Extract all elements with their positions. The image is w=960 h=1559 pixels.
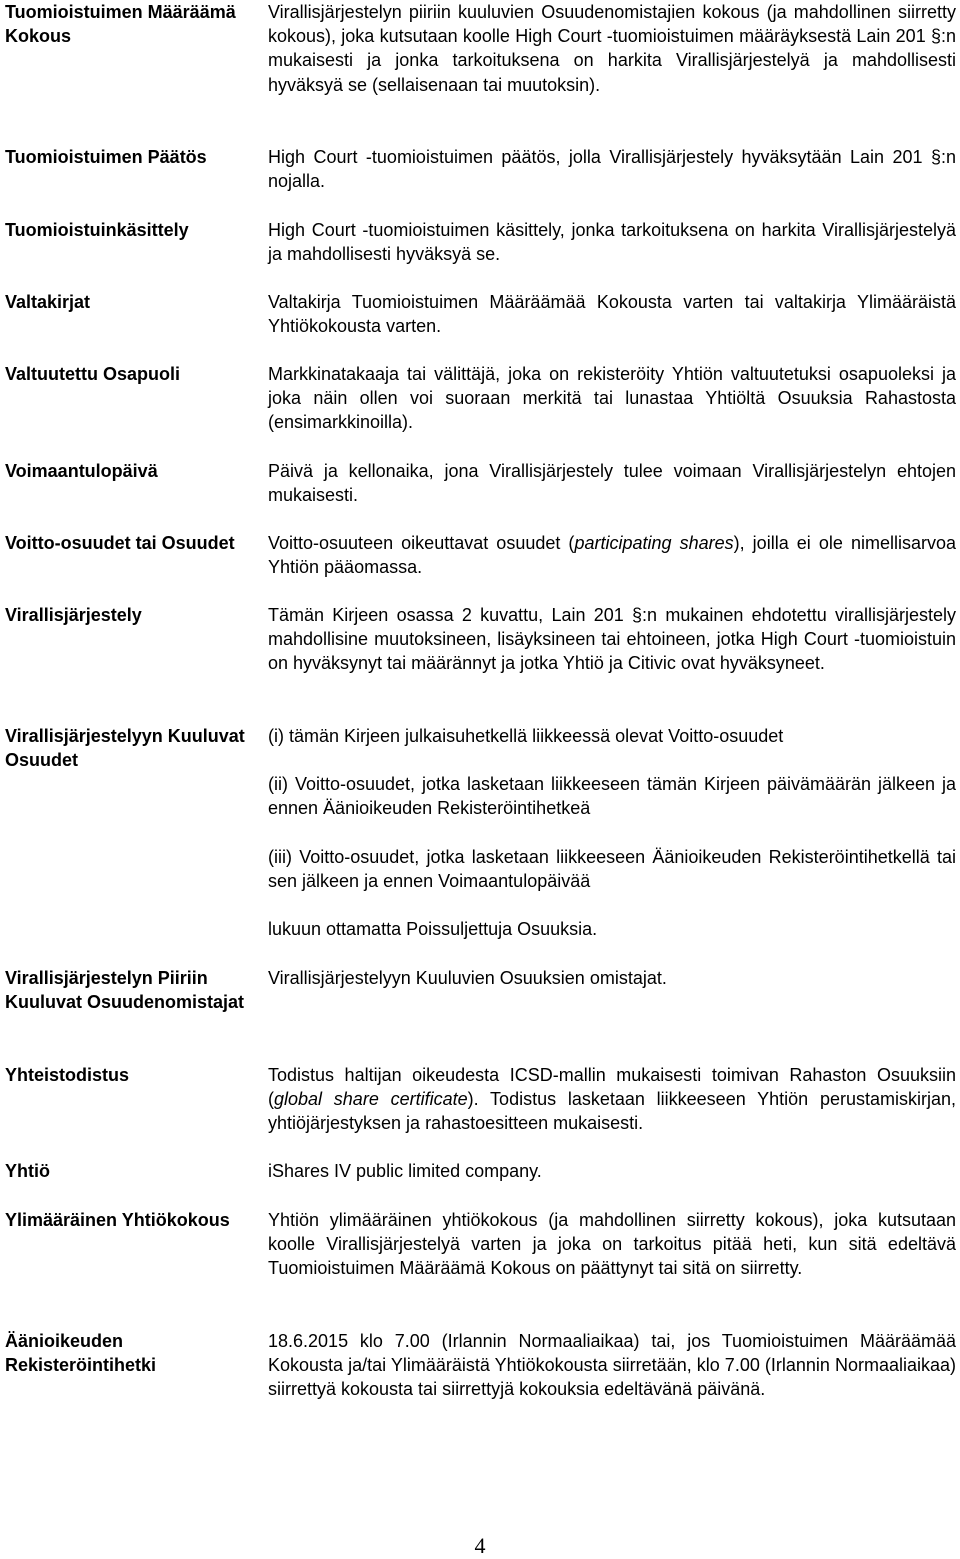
- term-label: Tuomioistuimen Määräämä Kokous: [5, 2, 236, 47]
- term-definition: Päivä ja kellonaika, jona Virallisjärjestely tulee voimaan Virallisjärjestelyn ehtojen mukaisesti.: [268, 461, 956, 506]
- term-definition: Todistus haltijan oikeudesta ICSD-mallin mukaisesti toimivan Rahaston Osuuksiin (global share certificate). Todistus lasketaan liikkeeseen Yhtiön perustamiskirjan, yhtiöjärjestyksen ja rahastoesitteen mukaisesti.: [268, 1065, 956, 1134]
- term-label: Yhteistodistus: [5, 1065, 130, 1085]
- term-definition: High Court -tuomioistuimen käsittely, jonka tarkoituksena on harkita Virallisjärjestelyä ja mahdollisesti hyväksyä se.: [268, 220, 956, 265]
- term-definition: Virallisjärjestelyyn Kuuluvien Osuuksien omistajat.: [268, 968, 667, 988]
- term-definition: [268, 724, 956, 941]
- term-definition: Markkinatakaaja tai välittäjä, joka on rekisteröity Yhtiön valtuutetuksi osapuoleksi ja joka näin ollen voi suoraan merkitä tai lunastaa Yhtiöltä Osuuksia Rahastosta (ensimarkkinoilla).: [268, 364, 956, 433]
- term-label: Virallisjärjestelyyn Kuuluvat Osuudet: [5, 726, 245, 771]
- page-number: 4: [474, 1533, 486, 1558]
- term-label: Valtakirjat: [5, 292, 91, 312]
- term-definition: High Court -tuomioistuimen päätös, jolla Virallisjärjestely hyväksytään Lain 201 §:n nojalla.: [268, 147, 956, 192]
- definition-list-item: (iii) Voitto-osuudet, jotka lasketaan liikkeeseen Äänioikeuden Rekisteröintihetkellä tai sen jälkeen ja ennen Voimaantulopäivää: [268, 846, 956, 891]
- term-label: Ylimääräinen Yhtiökokous: [5, 1210, 230, 1230]
- term-label: Tuomioistuimen Päätös: [5, 147, 207, 167]
- term-label: Virallisjärjestelyn Piiriin Kuuluvat Osuudenomistajat: [5, 968, 245, 1013]
- term-label: Virallisjärjestely: [5, 605, 142, 625]
- term-definition: Tämän Kirjeen osassa 2 kuvattu, Lain 201 §:n mukainen ehdotettu virallisjärjestely mahdollisine muutoksineen, lisäyksineen tai ehtoineen, jotka High Court -tuomioistuin on hyväksynyt tai määrännyt ja jotka Yhtiö ja Citivic ovat hyväksyneet.: [268, 605, 956, 674]
- term-definition: iShares IV public limited company.: [268, 1161, 542, 1181]
- definition-list-item: lukuun ottamatta Poissuljettuja Osuuksia.: [268, 919, 598, 940]
- term-label: Yhtiö: [5, 1161, 50, 1181]
- definition-list-item: (i) tämän Kirjeen julkaisuhetkellä liikkeessä olevat Voitto-osuudet: [268, 726, 784, 746]
- term-definition: Virallisjärjestelyn piiriin kuuluvien Osuudenomistajien kokous (ja mahdollinen siirretty kokous), joka kutsutaan koolle High Court -tuomioistuimen määräyksestä Lain 201 §:n mukaisesti ja jonka tarkoituksena on harkita Virallisjärjestelyä ja mahdollisesti hyväksyä se (sellaisenaan tai muutoksin).: [268, 2, 956, 95]
- term-definition: 18.6.2015 klo 7.00 (Irlannin Normaaliaikaa) tai, jos Tuomioistuimen Määräämää Kokousta ja/tai Ylimääräistä Yhtiökokousta siirretään, klo 7.00 (Irlannin Normaaliaikaa) siirrettyä kokousta tai siirrettyjä kokouksia edeltävänä päivänä.: [268, 1331, 956, 1400]
- term-label: Voimaantulopäivä: [5, 461, 158, 481]
- term-label: Voitto-osuudet tai Osuudet: [5, 533, 235, 553]
- term-label: Valtuutettu Osapuoli: [5, 364, 181, 384]
- term-label: Tuomioistuinkäsittely: [5, 220, 189, 240]
- term-definition: Yhtiön ylimääräinen yhtiökokous (ja mahdollinen siirretty kokous), joka kutsutaan koolle Virallisjärjestelyä varten ja joka on tarkoitus pitää heti, kun sitä edeltävä Tuomioistuimen Määräämä Kokous on päättynyt tai sitä on siirretty.: [268, 1210, 956, 1279]
- term-definition: Voitto-osuuteen oikeuttavat osuudet (participating shares), joilla ei ole nimellisarvoa Yhtiön pääomassa.: [268, 533, 956, 578]
- definition-list-item: (ii) Voitto-osuudet, jotka lasketaan liikkeeseen tämän Kirjeen päivämäärän jälkeen ja ennen Äänioikeuden Rekisteröintihetkeä: [268, 774, 956, 819]
- term-definition: Valtakirja Tuomioistuimen Määräämää Kokousta varten tai valtakirja Ylimääräistä Yhtiökokousta varten.: [268, 292, 956, 337]
- term-label: Äänioikeuden Rekisteröintihetki: [5, 1331, 157, 1376]
